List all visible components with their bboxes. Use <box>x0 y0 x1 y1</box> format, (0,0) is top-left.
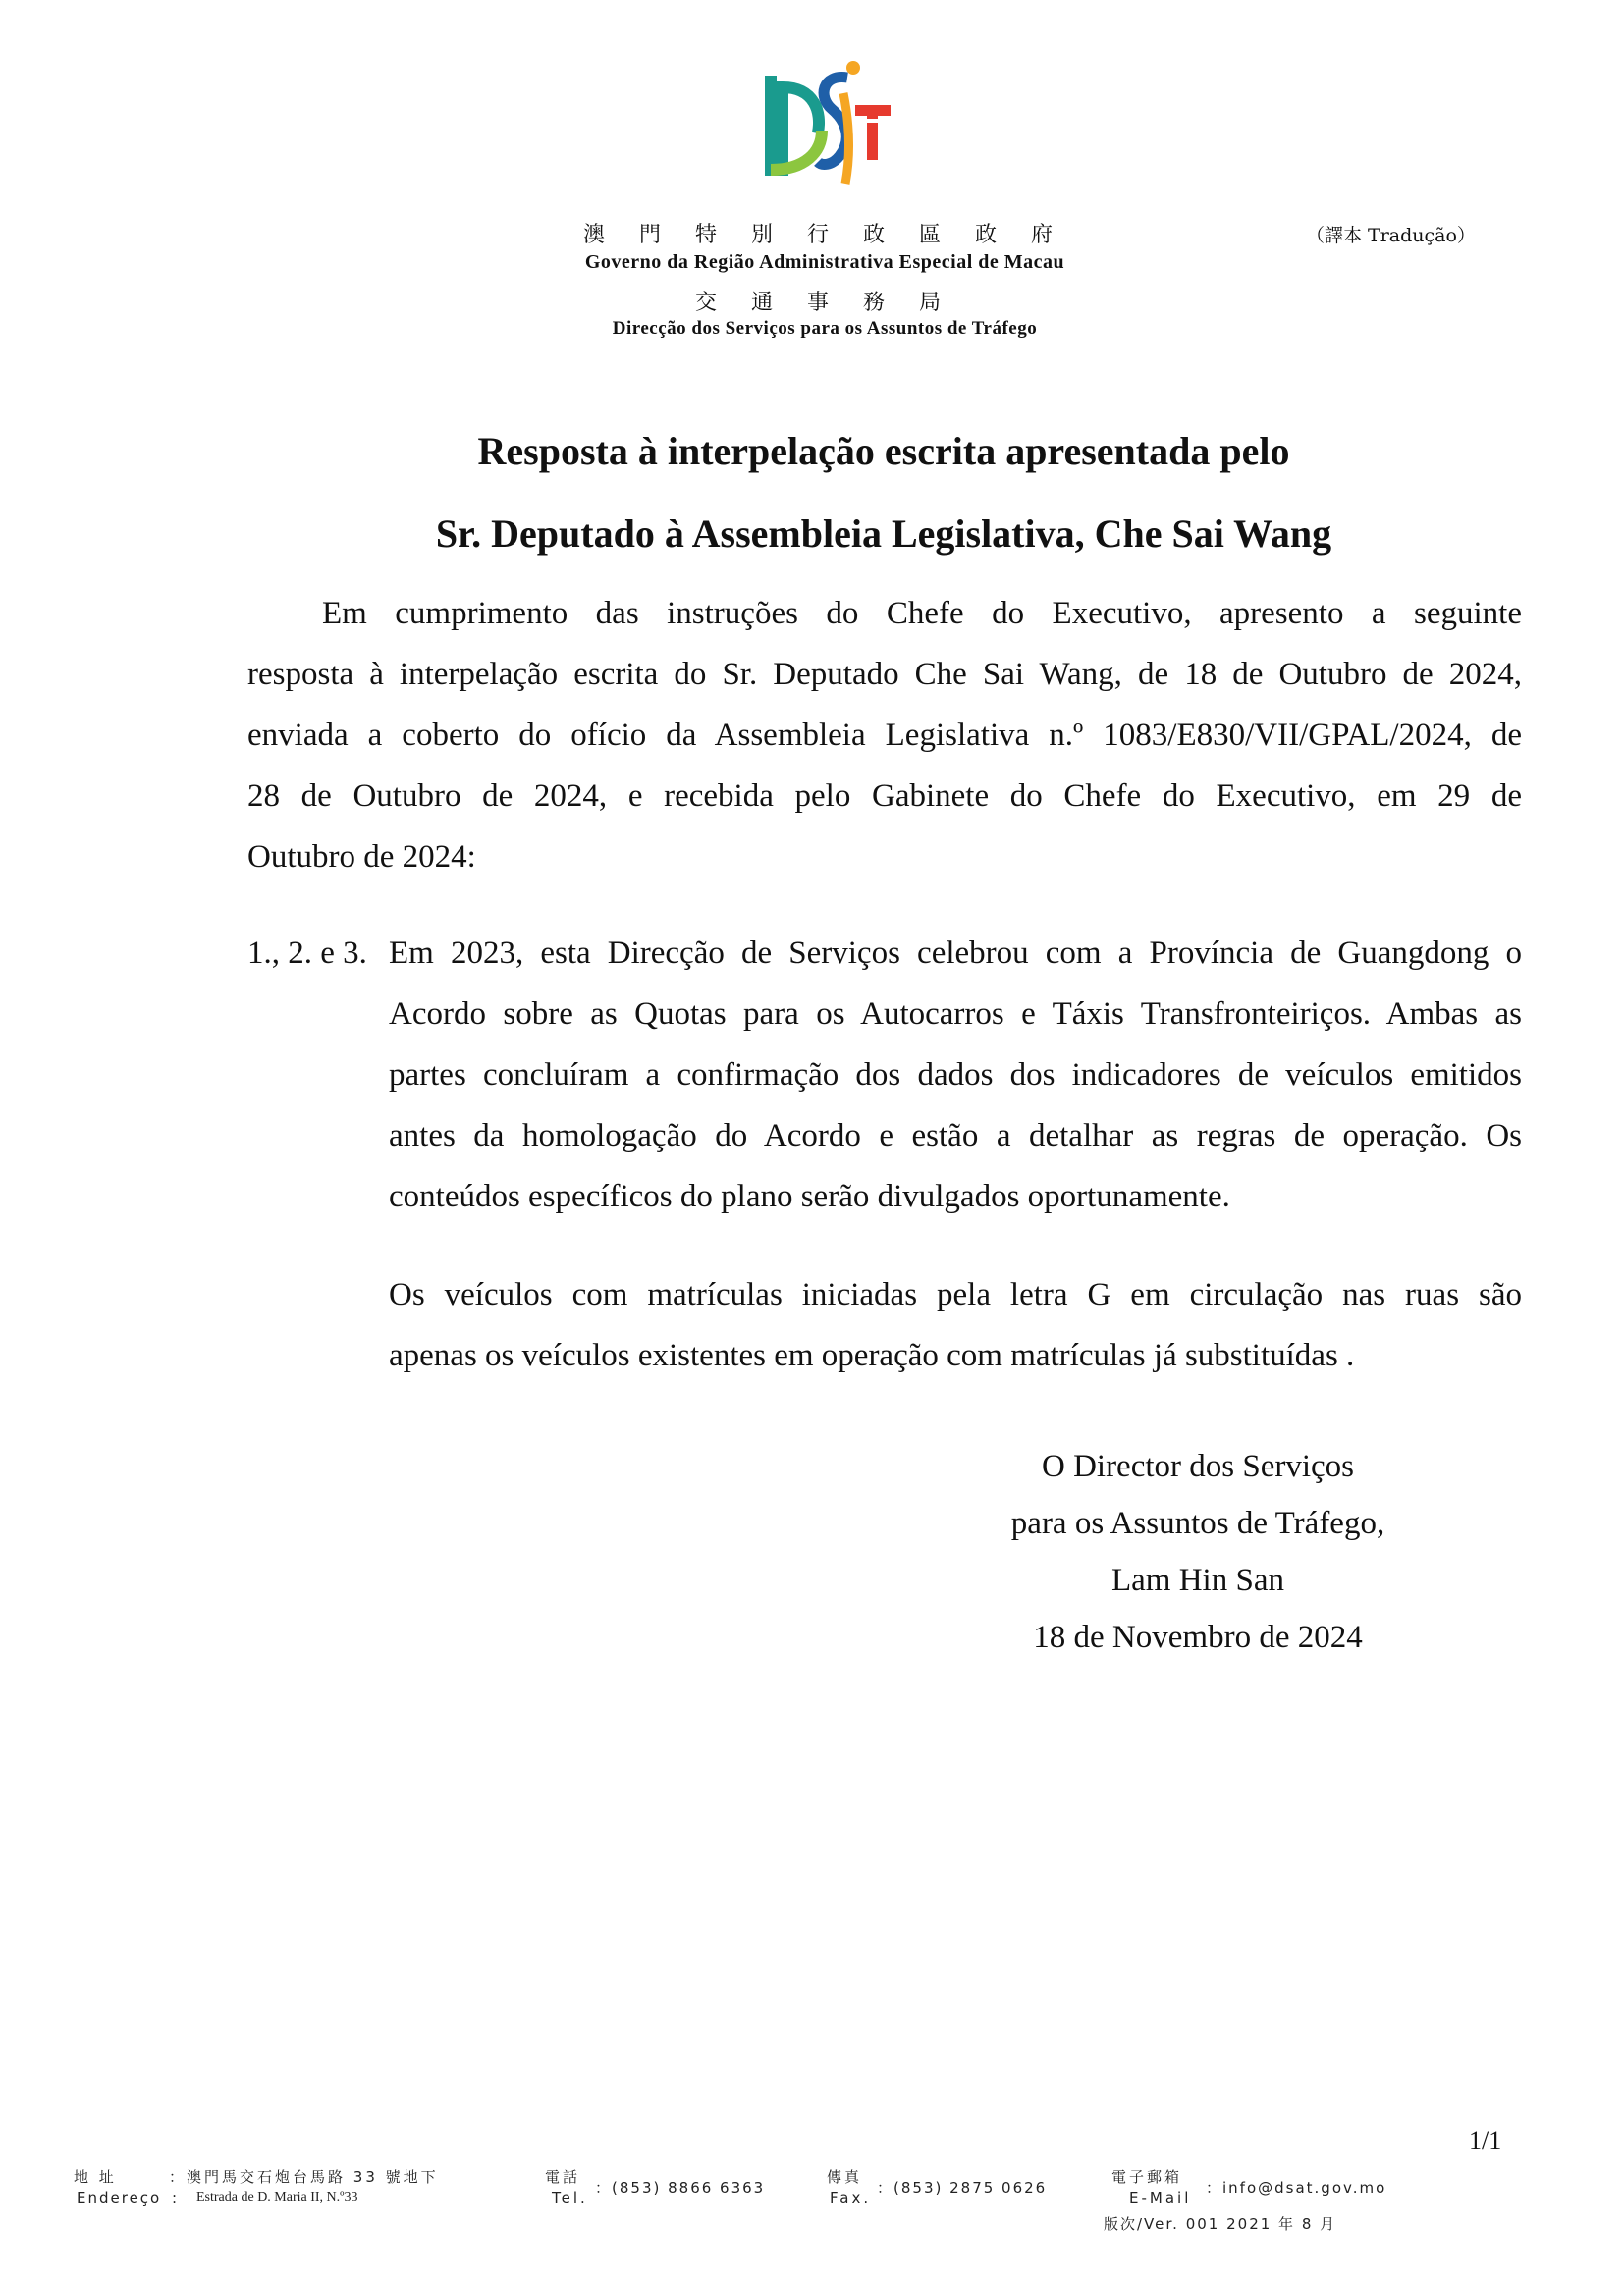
answer-line: apenas os veículos existentes em operação com matrículas já substituídas . <box>389 1338 1355 1373</box>
document-title-line1: Resposta à interpelação escrita apresentada pelo <box>477 429 1290 473</box>
address-zh: ：澳門馬交石炮台馬路 33 號地下 <box>169 2168 439 2186</box>
intro-line: Outubro de 2024: <box>247 839 476 875</box>
answer-number: 1., 2. e 3. <box>247 935 367 971</box>
page-number: 1/1 <box>1469 2126 1502 2155</box>
fax-number: ：(853) 2875 0626 <box>877 2179 1048 2197</box>
tel-label-pt: Tel. <box>552 2189 588 2207</box>
email-address: ：info@dsat.gov.mo <box>1206 2179 1387 2197</box>
signature-title-line1: O Director dos Serviços <box>1041 1449 1354 1484</box>
document-title-line2: Sr. Deputado à Assembleia Legislativa, Che Sai Wang <box>435 511 1332 556</box>
dept-name-pt: Direcção dos Serviços para os Assuntos de Tráfego <box>612 318 1038 339</box>
signature-title-line2: para os Assuntos de Tráfego, <box>1010 1506 1385 1541</box>
intro-paragraph <box>247 583 1522 887</box>
answer-line: antes da homologação do Acordo e estão a detalhar as regras de operação. Os <box>389 1118 1522 1153</box>
intro-line: 28 de Outubro de 2024, e recebida pelo Gabinete do Chefe do Executivo, em 29 de <box>247 778 1522 814</box>
answer-line: Os veículos com matrículas iniciadas pela letra G em circulação nas ruas são <box>389 1277 1522 1312</box>
address-pt: Estrada de D. Maria II, N.º33 <box>196 2190 358 2205</box>
fax-label-zh: 傳真 <box>827 2168 863 2186</box>
intro-line: resposta à interpelação escrita do Sr. Deputado Che Sai Wang, de 18 de Outubro de 2024, <box>247 657 1522 692</box>
translation-note: （譯本 Tradução） <box>1306 225 1476 246</box>
tel-label-zh: 電話 <box>545 2168 581 2186</box>
gov-name-pt: Governo da Região Administrativa Especial de Macau <box>584 251 1065 273</box>
gov-name-zh: 澳 門 特 別 行 政 區 政 府 <box>583 223 1066 247</box>
fax-label-pt: Fax. <box>830 2189 872 2207</box>
intro-line: Em cumprimento das instruções do Chefe do Executivo, apresento a seguinte <box>322 596 1522 631</box>
email-label-zh: 電子郵箱 <box>1111 2168 1183 2186</box>
address-label-zh: 地 址 <box>74 2168 117 2186</box>
answer-line: Em 2023, esta Direcção de Serviços celebrou com a Província de Guangdong o <box>389 935 1522 971</box>
answer-line: Acordo sobre as Quotas para os Autocarros e Táxis Transfronteiriços. Ambas as <box>389 996 1522 1032</box>
version-info: 版次/Ver. 001 2021 年 8 月 <box>1104 2216 1337 2233</box>
dsat-logo <box>761 54 893 189</box>
address-label-pt: Endereço <box>77 2189 162 2207</box>
answer-line: conteúdos específicos do plano serão divulgados oportunamente. <box>389 1179 1230 1214</box>
intro-line: enviada a coberto do ofício da Assembleia Legislativa n.º 1083/E830/VII/GPAL/2024, de <box>247 718 1522 753</box>
email-label-pt: E-Mail <box>1129 2189 1192 2207</box>
dept-name-zh: 交 通 事 務 局 <box>695 291 954 315</box>
signature-name: Lam Hin San <box>1111 1563 1284 1598</box>
tel-number: ：(853) 8866 6363 <box>595 2179 766 2197</box>
answer-paragraph <box>389 923 1522 1227</box>
answer-line: partes concluíram a confirmação dos dados dos indicadores de veículos emitidos <box>389 1057 1522 1093</box>
signature-date: 18 de Novembro de 2024 <box>1033 1620 1363 1655</box>
answer-paragraph-2 <box>389 1264 1522 1386</box>
